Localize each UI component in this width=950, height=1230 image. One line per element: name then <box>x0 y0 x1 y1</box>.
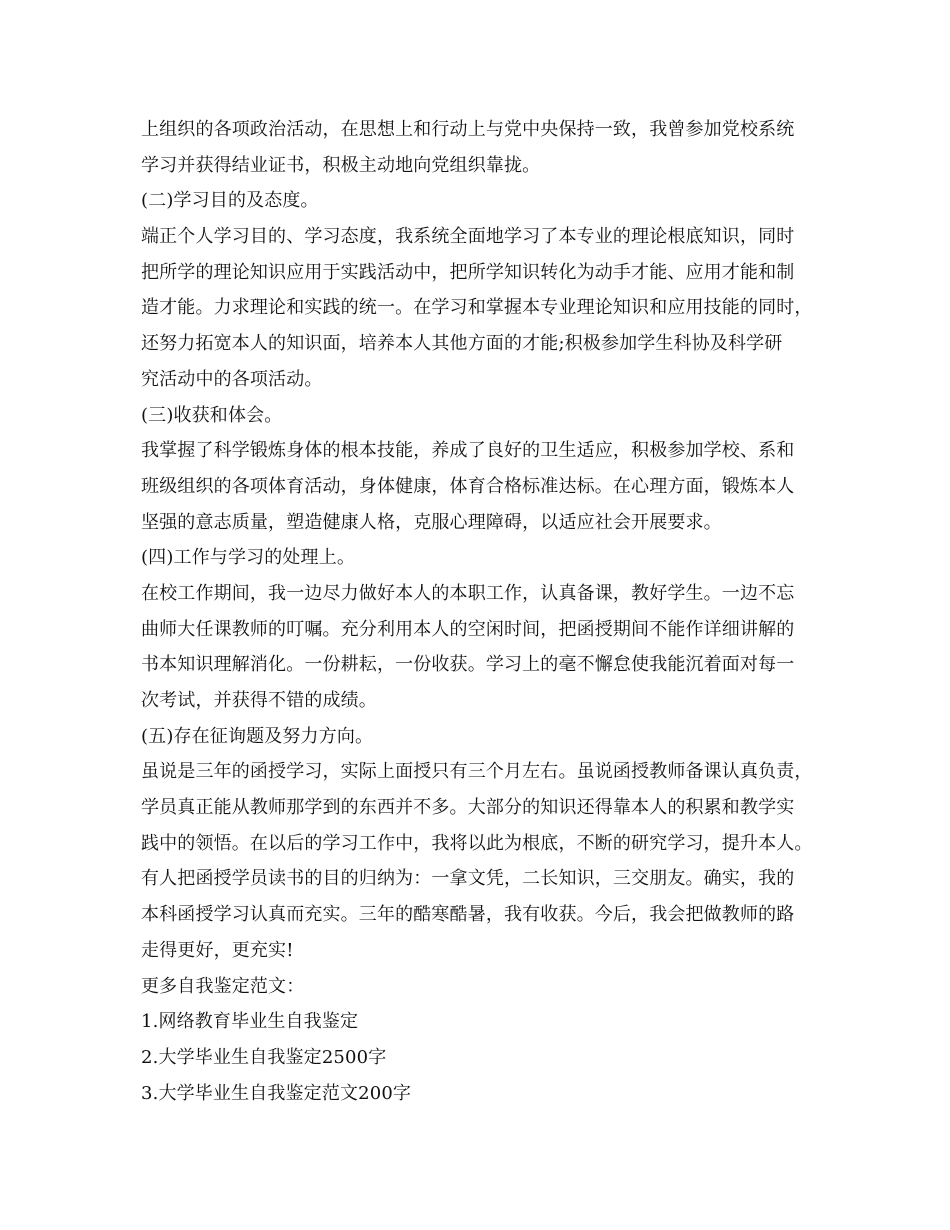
text-line: 在校工作期间，我一边尽力做好本人的本职工作，认真备课，教好学生。一边不忘 <box>141 582 795 604</box>
section-heading: (二)学习目的及态度。 <box>141 190 319 212</box>
section-heading: (四)工作与学习的处理上。 <box>141 547 355 569</box>
text-line: 践中的领悟。在以后的学习工作中，我将以此为根底，不断的研究学习，提升本人。 <box>141 832 813 854</box>
related-link-item: 2.大学毕业生自我鉴定2500字 <box>141 1046 387 1068</box>
text-line: 走得更好，更充实! <box>141 939 294 961</box>
related-link-item: 3.大学毕业生自我鉴定范文200字 <box>141 1082 412 1104</box>
text-line: 本科函授学习认真而充实。三年的酷寒酷暑，我有收获。今后，我会把做教师的路 <box>141 904 795 926</box>
text-line: 班级组织的各项体育活动，身体健康，体育合格标准达标。在心理方面，锻炼本人 <box>141 475 795 497</box>
text-line: 学员真正能从教师那学到的东西并不多。大部分的知识还得靠本人的积累和教学实 <box>141 797 795 819</box>
text-line: 有人把函授学员读书的目的归纳为：一拿文凭，二长知识，三交朋友。确实，我的 <box>141 868 795 890</box>
text-line: 把所学的理论知识应用于实践活动中，把所学知识转化为动手才能、应用才能和制 <box>141 261 795 283</box>
text-line: 我掌握了科学锻炼身体的根本技能，养成了良好的卫生适应，积极参加学校、系和 <box>141 440 795 462</box>
text-line: 究活动中的各项活动。 <box>141 368 323 390</box>
text-line: 端正个人学习目的、学习态度，我系统全面地学习了本专业的理论根底知识，同时 <box>141 226 795 248</box>
more-examples-heading: 更多自我鉴定范文： <box>141 975 305 997</box>
text-line: 坚强的意志质量，塑造健康人格，克服心理障碍，以适应社会开展要求。 <box>141 511 722 533</box>
text-line: 还努力拓宽本人的知识面，培养本人其他方面的才能;积极参加学生科协及科学研 <box>141 333 783 355</box>
text-line: 上组织的各项政治活动，在思想上和行动上与党中央保持一致，我曾参加党校系统 <box>141 119 795 140</box>
text-line: 学习并获得结业证书，积极主动地向党组织靠拢。 <box>141 154 541 176</box>
text-line: 造才能。力求理论和实践的统一。在学习和掌握本专业理论知识和应用技能的同时， <box>141 297 813 319</box>
text-line: 虽说是三年的函授学习，实际上面授只有三个月左右。虽说函授教师备课认真负责， <box>141 761 813 783</box>
document-body <box>141 112 821 1111</box>
text-line: 书本知识理解消化。一份耕耘，一份收获。学习上的毫不懈怠使我能沉着面对每一 <box>141 654 795 676</box>
text-line: 次考试，并获得不错的成绩。 <box>141 690 377 711</box>
text-line: 曲师大任课教师的叮嘱。充分利用本人的空闲时间，把函授期间不能作详细讲解的 <box>141 618 795 640</box>
section-heading: (五)存在征询题及努力方向。 <box>141 725 374 747</box>
section-heading: (三)收获和体会。 <box>141 404 283 426</box>
related-link-item: 1.网络教育毕业生自我鉴定 <box>141 1011 359 1033</box>
